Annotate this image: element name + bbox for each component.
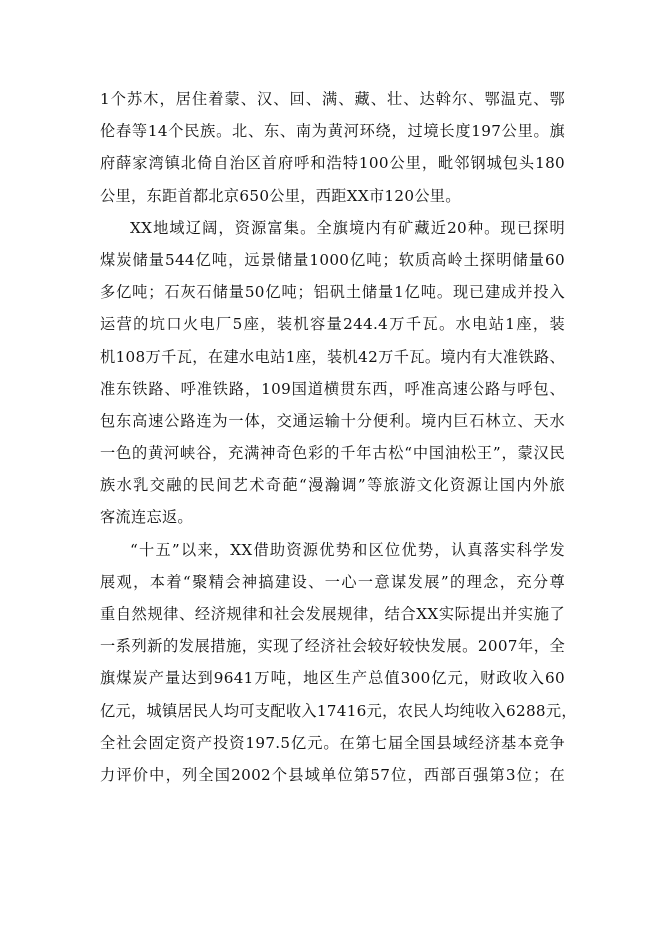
paragraph-resources (100, 212, 565, 534)
text-line: 包东高速公路连为一体，交通运输十分便利。境内巨石林立、天水 (100, 411, 565, 430)
text-line: 族水乳交融的民间艺术奇葩“漫瀚调”等旅游文化资源让国内外旅 (100, 476, 565, 495)
text-line: 1个苏木，居住着蒙、汉、回、满、藏、壮、达斡尔、鄂温克、鄂 (100, 90, 565, 108)
text-line: 府薛家湾镇北倚自治区首府呼和浩特100公里，毗邻钢城包头180 (100, 154, 565, 173)
text-line: 客流连忘返。 (100, 508, 193, 527)
text-line: 重自然规律、经济规律和社会发展规律，结合XX实际提出并实施了 (100, 605, 565, 623)
text-line: 准东铁路、呼准铁路，109国道横贯东西，呼准高速公路与呼包、 (100, 379, 565, 398)
text-line: 亿元，城镇居民人均可支配收入17416元，农民人均纯收入6288元， (100, 701, 577, 720)
text-line: XX地域辽阔，资源富集。全旗境内有矿藏近20种。现已探明 (130, 218, 565, 237)
paragraph-development (100, 534, 577, 792)
paragraph-location (100, 83, 565, 212)
text-line: 运营的坑口火电厂5座，装机容量244.4万千瓦。水电站1座，装 (100, 315, 565, 334)
text-line: 一系列新的发展措施，实现了经济社会较好较快发展。2007年，全 (100, 637, 565, 656)
text-line: 多亿吨；石灰石储量50亿吨；铝矾土储量1亿吨。现已建成并投入 (100, 283, 565, 302)
text-line: 一色的黄河峡谷，充满神奇色彩的千年古松“中国油松王”，蒙汉民 (100, 444, 565, 463)
text-line: 全社会固定资产投资197.5亿元。在第七届全国县域经济基本竞争 (100, 733, 565, 752)
text-line: 机108万千瓦，在建水电站1座，装机42万千瓦。境内有大准铁路、 (100, 347, 565, 366)
text-line: 力评价中，列全国2002个县域单位第57位，西部百强第3位；在 (100, 765, 565, 784)
text-line: 煤炭储量544亿吨，远景储量1000亿吨；软质高岭土探明储量60 (100, 250, 565, 269)
text-line: 公里，东距首都北京650公里，西距XX市120公里。 (100, 186, 461, 205)
document-page (100, 83, 577, 791)
text-line: 展观，本着“聚精会神搞建设、一心一意谋发展”的理念，充分尊 (100, 572, 565, 591)
text-line: 旗煤炭产量达到9641万吨，地区生产总值300亿元，财政收入60 (100, 669, 565, 688)
text-line: 伦春等14个民族。北、东、南为黄河环绕，过境长度197公里。旗 (100, 122, 565, 141)
text-line: “十五”以来，XX借助资源优势和区位优势，认真落实科学发 (130, 540, 565, 559)
